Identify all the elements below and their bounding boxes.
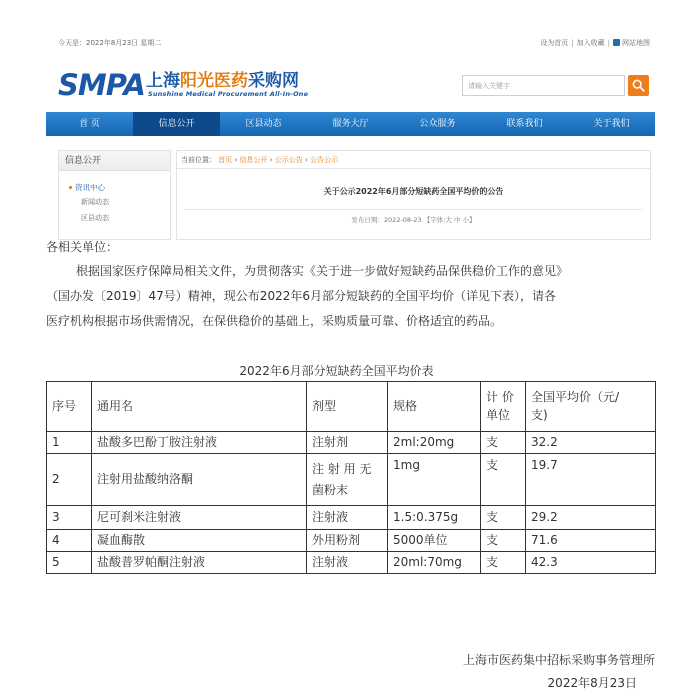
breadcrumb-separator: › — [305, 156, 308, 164]
nav-info-disclosure[interactable]: 信息公开 — [133, 112, 220, 136]
breadcrumb-prefix: 当前位置： — [181, 156, 216, 164]
sidebar-item-label: 资讯中心 — [75, 183, 105, 192]
cell-unit: 支 — [481, 506, 526, 530]
signature-date: 2022年8月23日 — [547, 676, 637, 690]
col-header-price-l2: 支) — [531, 408, 548, 422]
set-home-link[interactable]: 设为首页 — [540, 39, 569, 47]
bullet-icon — [69, 186, 72, 189]
table-row — [47, 506, 656, 530]
cell-form: 注射液 — [307, 506, 388, 530]
nav-home[interactable]: 首 页 — [79, 119, 100, 129]
cell-spec: 1mg — [388, 454, 481, 506]
col-header-price — [526, 382, 656, 432]
table-row — [47, 454, 656, 506]
divider: | — [571, 39, 574, 47]
price-table — [46, 381, 656, 574]
cell-name: 尼可刹米注射液 — [92, 506, 307, 530]
col-header-spec: 规格 — [388, 382, 481, 432]
cell-form-l1: 注 射 用 无 — [312, 461, 372, 476]
logo-english-name: Sunshine Medical Procurement All-In-One — [148, 90, 309, 98]
cell-spec: 1.5:0.375g — [388, 506, 481, 530]
cell-spec: 20ml:70mg — [388, 552, 481, 574]
cell-unit: 支 — [481, 530, 526, 552]
col-header-form: 剂型 — [307, 382, 388, 432]
body-paragraph-line: 医疗机构根据市场供需情况，在保供稳价的基础上，采购质量可靠、价格适宜的药品。 — [46, 314, 503, 328]
logo-cn-part1: 上海 — [146, 71, 180, 91]
logo-chinese-name — [146, 71, 299, 91]
breadcrumb-separator: › — [234, 156, 238, 164]
cell-price: 32.2 — [526, 432, 656, 454]
breadcrumb-info[interactable]: 信息公开 — [239, 156, 268, 164]
search-box — [462, 75, 648, 96]
col-header-name: 通用名 — [92, 382, 307, 432]
top-bar — [58, 38, 650, 50]
breadcrumb-home[interactable]: 首页 — [218, 156, 233, 164]
current-date: 今天是：2022年8月23日 星期二 — [58, 39, 162, 47]
table-header-row — [47, 382, 656, 432]
col-header-unit — [481, 382, 526, 432]
sidebar-item-district[interactable] — [81, 213, 109, 223]
sidebar-header: 信息公开 — [59, 151, 170, 171]
cell-unit: 支 — [481, 552, 526, 574]
table-row — [47, 432, 656, 454]
cell-price: 29.2 — [526, 506, 656, 530]
sidebar-item-label: 区县动态 — [81, 214, 109, 222]
col-header-no: 序号 — [47, 382, 92, 432]
body-paragraph-line: 根据国家医疗保障局相关文件，为贯彻落实《关于进一步做好短缺药品保供稳价工作的意见》 — [76, 264, 569, 278]
add-favorite-link[interactable]: 加入收藏 — [576, 39, 605, 47]
sidebar-item-news[interactable] — [81, 197, 109, 207]
cell-no: 3 — [47, 506, 92, 530]
cell-unit: 支 — [481, 432, 526, 454]
table-row — [47, 530, 656, 552]
cell-unit: 支 — [481, 454, 526, 506]
divider — [177, 168, 650, 169]
sidebar-item-news-center[interactable] — [69, 182, 105, 193]
cell-name: 注射用盐酸纳洛酮 — [92, 454, 307, 506]
cell-name: 盐酸多巴酚丁胺注射液 — [92, 432, 307, 454]
sidebar-item-label: 新闻动态 — [81, 198, 109, 206]
site-map-label: 网站地图 — [622, 39, 650, 47]
cell-spec: 5000单位 — [388, 530, 481, 552]
nav-about-us[interactable]: 关于我们 — [593, 119, 630, 129]
top-links — [540, 38, 650, 48]
body-paragraph-line: （国办发〔2019〕47号）精神，现公布2022年6月部分短缺药的全国平均价（详见下表），请各 — [46, 289, 556, 303]
search-icon — [632, 79, 645, 92]
search-button[interactable] — [628, 75, 649, 96]
logo-cn-part3: 采购网 — [248, 71, 299, 91]
cell-no: 1 — [47, 432, 92, 454]
page-title: 关于公示2022年6月部分短缺药全国平均价的公告 — [323, 187, 504, 196]
main-nav — [46, 112, 655, 136]
col-header-unit-l2: 单位 — [486, 408, 511, 422]
divider — [185, 209, 642, 210]
table-row — [47, 552, 656, 574]
site-map-icon — [613, 39, 620, 46]
cell-name: 盐酸普罗帕酮注射液 — [92, 552, 307, 574]
cell-form-l2: 菌粉末 — [312, 482, 349, 497]
salutation: 各相关单位： — [46, 240, 119, 254]
logo-cn-part2: 阳光医药 — [180, 71, 248, 91]
cell-no: 4 — [47, 530, 92, 552]
breadcrumb-separator: › — [269, 156, 273, 164]
publish-meta: 发布日期：2022-08-23 【字体:大 中 小】 — [351, 216, 476, 224]
nav-contact-us[interactable]: 联系我们 — [506, 119, 543, 129]
sidebar — [58, 150, 171, 240]
cell-price: 42.3 — [526, 552, 656, 574]
col-header-price-l1: 全国平均价（元/ — [531, 390, 620, 404]
cell-form — [307, 454, 388, 506]
site-map-link[interactable] — [613, 38, 650, 48]
cell-price: 19.7 — [526, 454, 656, 506]
nav-public-service[interactable]: 公众服务 — [419, 119, 456, 129]
breadcrumb — [181, 155, 338, 165]
article-header — [176, 150, 651, 240]
cell-name: 凝血酶散 — [92, 530, 307, 552]
cell-price: 71.6 — [526, 530, 656, 552]
table-title: 2022年6月部分短缺药全国平均价表 — [239, 364, 434, 378]
cell-spec: 2ml:20mg — [388, 432, 481, 454]
cell-form: 注射液 — [307, 552, 388, 574]
breadcrumb-announce[interactable]: 公告公示 — [310, 156, 339, 164]
cell-no: 2 — [47, 454, 92, 506]
nav-district-news[interactable]: 区县动态 — [245, 119, 282, 129]
col-header-unit-l1: 计 价 — [486, 390, 514, 404]
breadcrumb-notice[interactable]: 公示公告 — [274, 156, 303, 164]
cell-form: 注射剂 — [307, 432, 388, 454]
search-input[interactable] — [462, 75, 625, 96]
signature-org: 上海市医药集中招标采购事务管理所 — [462, 653, 655, 667]
cell-form: 外用粉剂 — [307, 530, 388, 552]
divider: | — [607, 39, 610, 47]
nav-service-hall[interactable]: 服务大厅 — [332, 119, 369, 129]
logo-smpa: SMPA — [58, 68, 145, 102]
cell-no: 5 — [47, 552, 92, 574]
